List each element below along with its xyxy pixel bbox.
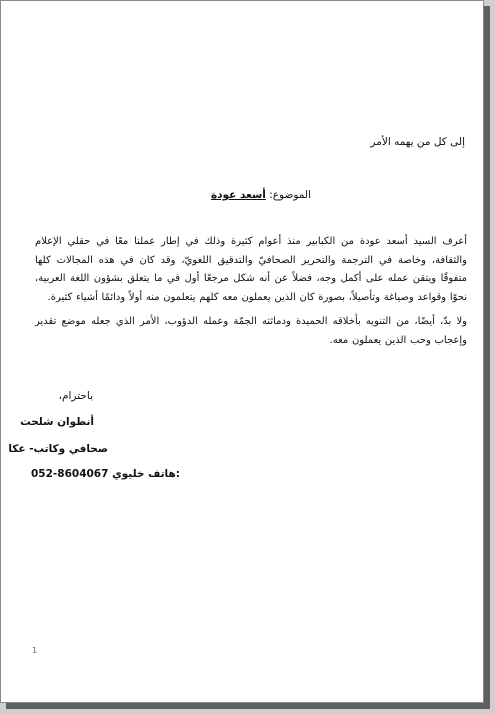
subject-name: أسعد عودة bbox=[210, 189, 266, 201]
page-number: 1 bbox=[32, 646, 38, 655]
phone-number: 052-8604067 bbox=[31, 468, 109, 480]
subject-line bbox=[211, 188, 311, 202]
signer-title: صحافي وكاتب- عكا bbox=[8, 443, 108, 455]
closing-line: باحترام، bbox=[58, 390, 93, 402]
phone-label: هاتف خليوي: bbox=[112, 468, 180, 480]
signer-name: أنطوان شلحت bbox=[20, 416, 94, 428]
subject-label: الموضوع: bbox=[269, 189, 311, 201]
body-paragraph-1: أعرف السيد أسعد عودة من الكبابير منذ أعوام كثيرة وذلك في إطار عملنا معًا في حقلي الإعلام والثقافة، وخاصة في الترجمة والتحرير الصحافيّ والتدقيق اللغويّ، وقد كان في هذه المجالات كلها متفوقًا ويتقن عمله على أكمل وجه، فضلاً عن أنه شكل مرجعًا أول في ما يتعلق بشؤون اللغة العربية، نحوًا وقواعد وصياغة وتأصيلاً، بصورة كان الذين يعملون معه كلهم يتعلمون منه أولاً ودائمًا أشياء كثيرة. bbox=[35, 236, 467, 303]
phone-line bbox=[31, 467, 180, 481]
recipient-line: إلى كل من يهمه الأمر bbox=[370, 136, 465, 148]
body-paragraph-2: ولا بدّ، أيضًا، من التنويه بأخلاقه الحميدة ودماثته الجمّة وعمله الدؤوب، الأمر الذي جعله موضع تقدير وإعجاب وحب الذين يعملون معه. bbox=[35, 316, 467, 346]
